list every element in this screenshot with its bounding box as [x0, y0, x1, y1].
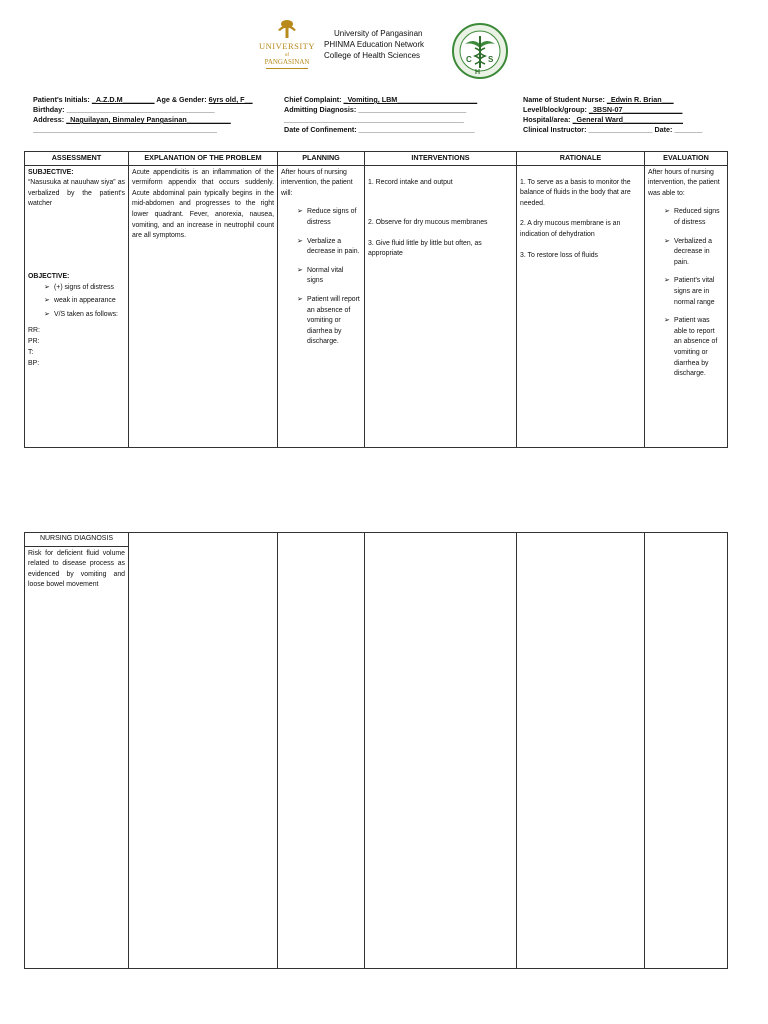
chief-complaint-value: _Vomiting, LBM____________________	[343, 95, 478, 104]
header-rationale: RATIONALE	[517, 152, 645, 166]
header-evaluation: EVALUATION	[645, 152, 728, 166]
logo-left-line2: of	[284, 53, 290, 58]
subjective-text: “Nasusuka at nauuhaw siya” as verbalized by the patient's watcher	[28, 179, 125, 208]
empty-cell	[278, 533, 365, 969]
nursing-diagnosis-cell	[25, 533, 129, 969]
list-item: ➢ Verbalized a decrease in pain.	[664, 237, 724, 269]
logo-right-text: C	[466, 55, 472, 64]
confinement-date-label: Date of Confinement:	[284, 125, 357, 134]
vital-pr: PR:	[28, 338, 40, 346]
objective-label: OBJECTIVE:	[28, 272, 70, 280]
explanation-cell: Acute appendicitis is an inflammation of the vermiform appendix that occurs suddenly. Acute abdominal pain typically begins in the mid-abdomen and progresses to the right lower quadrant. Fever, anorexia, nausea, vomiting, and an increase in neutrophil count are all symptoms.	[129, 165, 278, 447]
address-label: Address:	[33, 115, 65, 124]
student-nurse-value: _Edwin R. Brian___	[606, 95, 674, 104]
header-planning: PLANNING	[278, 152, 365, 166]
list-item: ➢ Verbalize a decrease in pain.	[297, 237, 361, 258]
svg-text:H: H	[475, 69, 481, 76]
initials-label: Patient's Initials:	[33, 95, 90, 104]
age-gender-label: Age & Gender:	[156, 95, 207, 104]
evaluation-cell	[645, 165, 728, 447]
header-interventions: INTERVENTIONS	[365, 152, 517, 166]
admitting-diagnosis-label: Admitting Diagnosis:	[284, 105, 357, 114]
clinical-instructor-value: ________________	[588, 125, 653, 134]
vital-bp: BP:	[28, 360, 40, 368]
table-header-row	[25, 152, 728, 166]
rationale-cell	[517, 165, 645, 447]
initials-value: _A.Z.D.M________	[91, 95, 155, 104]
rationale-1: 1. To serve as a basis to monitor the balance of fluids in the body that are needed.	[520, 178, 631, 207]
university-name-block	[324, 28, 424, 61]
rationale-2: 2. A dry mucous membrane is an indication of dehydration	[520, 220, 621, 238]
confinement-date-value: _____________________________	[358, 125, 475, 134]
chs-caduceus-icon	[451, 22, 509, 80]
list-item: ➢ Reduce signs of distress	[297, 207, 361, 228]
intervention-1: 1. Record intake and output	[368, 178, 453, 186]
planning-intro: After hours of nursing intervention, the patient will:	[281, 168, 353, 197]
header-assessment: ASSESSMENT	[25, 152, 129, 166]
university-name: University of Pangasinan	[334, 29, 423, 38]
list-item: ➢ Patient will report an absence of vomiting or diarrhea by discharge.	[297, 295, 361, 348]
date-value: _______	[674, 125, 703, 134]
table-row	[25, 165, 728, 447]
admitting-diagnosis-line2: _____________________________________________	[284, 115, 464, 124]
empty-cell	[645, 533, 728, 969]
date-label: Date:	[654, 125, 673, 134]
evaluation-list	[648, 207, 724, 379]
university-seal-icon	[256, 16, 318, 78]
admitting-diagnosis-value: ___________________________	[358, 105, 467, 114]
empty-cell	[129, 533, 278, 969]
nursing-diagnosis-table	[24, 532, 728, 969]
svg-text:S: S	[488, 55, 494, 64]
objective-list	[28, 283, 125, 321]
table-row	[25, 533, 728, 969]
nursing-diagnosis-header: NURSING DIAGNOSIS	[25, 533, 128, 547]
list-item: ➢ Patient was able to report an absence of vomiting or diarrhea by discharge.	[664, 316, 724, 380]
list-item: ➢ Reduced signs of distress	[664, 207, 724, 228]
level-block-label: Level/block/group:	[523, 105, 587, 114]
hospital-area-label: Hospital/area:	[523, 115, 571, 124]
patient-info-col3	[523, 95, 702, 135]
evaluation-intro: After hours of nursing intervention, the patient was able to:	[648, 168, 720, 197]
list-item: ➢ V/S taken as follows:	[44, 310, 125, 321]
intervention-2: 2. Observe for dry mucous membranes	[368, 219, 488, 227]
patient-info-col1	[33, 95, 253, 135]
network-name: PHINMA Education Network	[324, 40, 425, 49]
list-item: ➢ Normal vital signs	[297, 266, 361, 287]
interventions-cell	[365, 165, 517, 447]
rationale-3: 3. To restore loss of fluids	[520, 251, 599, 259]
intervention-3: 3. Give fluid little by little but often, as appropriate	[368, 239, 482, 258]
college-name: College of Health Sciences	[324, 51, 421, 60]
care-plan-table	[24, 151, 728, 448]
level-block-value: _3BSN-07_______________	[588, 105, 683, 114]
vital-t: T:	[28, 349, 34, 357]
planning-list	[281, 207, 361, 348]
age-gender-value: 6yrs old, F__	[208, 95, 253, 104]
empty-cell	[517, 533, 645, 969]
hospital-area-value: _General Ward_______________	[572, 115, 683, 124]
logo-left-line3: PANGASINAN	[264, 58, 310, 66]
list-item: ➢ Patient's vital signs are in normal range	[664, 276, 724, 308]
address-value: _Naguilayan, Binmaley Pangasinan___________	[66, 115, 231, 124]
birthday-label: Birthday:	[33, 105, 65, 114]
chief-complaint-label: Chief Complaint:	[284, 95, 342, 104]
logo-left-line1: UNIVERSITY	[259, 41, 315, 51]
planning-cell	[278, 165, 365, 447]
assessment-cell	[25, 165, 129, 447]
header-explanation: EXPLANATION OF THE PROBLEM	[129, 152, 278, 166]
empty-cell	[365, 533, 517, 969]
birthday-value: _____________________________________	[66, 105, 215, 114]
address-line2: ______________________________________________	[33, 125, 217, 134]
patient-info-col2	[284, 95, 477, 135]
clinical-instructor-label: Clinical Instructor:	[523, 125, 587, 134]
vital-signs	[28, 326, 125, 370]
vital-rr: RR:	[28, 327, 40, 335]
list-item: ➢ weak in appearance	[44, 296, 125, 307]
nursing-diagnosis-text: Risk for deficient fluid volume related to disease process as evidenced by vomiting and loose bowel movement	[28, 549, 125, 589]
list-item: ➢ (+) signs of distress	[44, 283, 125, 294]
document-header	[256, 12, 516, 80]
student-nurse-label: Name of Student Nurse:	[523, 95, 605, 104]
subjective-label: SUBJECTIVE:	[28, 168, 74, 176]
